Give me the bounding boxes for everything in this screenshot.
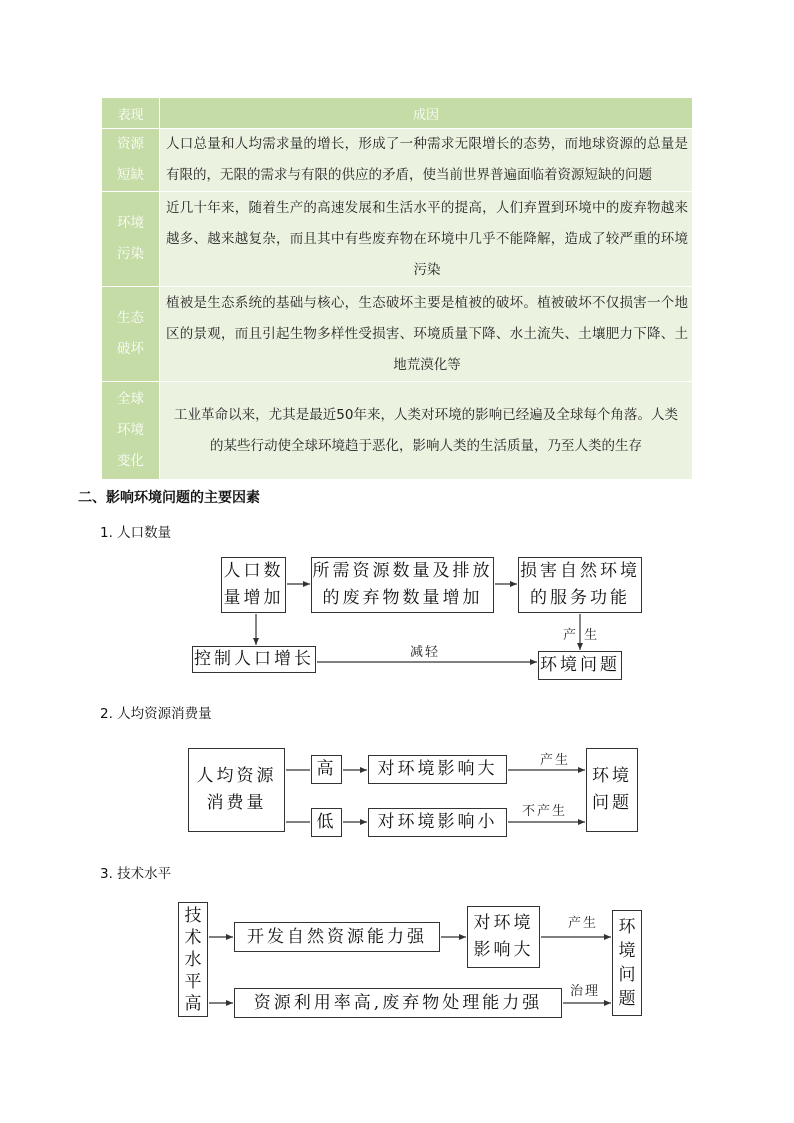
label-produce: 产 生 — [563, 628, 600, 643]
row-label-line: 环境 — [117, 422, 144, 438]
box-text: 水 — [184, 949, 202, 970]
header-manifestation: 表现 — [102, 98, 160, 129]
box-text: 影响大 — [473, 940, 534, 960]
box-text: 低 — [316, 812, 337, 832]
row-label-line: 全球 — [117, 391, 144, 407]
box-text: 的服务功能 — [530, 588, 630, 608]
box-text: 人均资源 — [196, 766, 277, 786]
box-text: 量增加 — [223, 588, 284, 608]
row-label-line: 环境 — [117, 215, 144, 231]
row-cause-text: 植被是生态系统的基础与核心，生态破坏主要是植被的破坏。植被破坏不仅损害一个地区的景观，而且引起生物多样性受损害、环境质量下降、水土流失、土壤肥力下降、土地荒漠化等 — [160, 287, 693, 382]
box-text: 高 — [184, 993, 202, 1014]
box-text: 环境 — [592, 766, 632, 786]
box-text: 控制人口增长 — [194, 649, 314, 669]
row-label-line: 破坏 — [117, 341, 144, 357]
box-text: 开发自然资源能力强 — [247, 926, 427, 947]
diagram1-title: 1. 人口数量 — [100, 525, 172, 541]
label-produce: 产生 — [540, 753, 571, 768]
row-label-line: 污染 — [117, 246, 144, 262]
box-text: 环境问题 — [540, 655, 620, 675]
row-cause-text: 工业革命以来，尤其是最近50年来，人类对环境的影响已经遍及全球每个角落。人类的某些行动使全球环境趋于恶化，影响人类的生活质量，乃至人类的生存 — [160, 382, 693, 480]
box-text: 环 — [618, 917, 636, 937]
box-text: 对环境影响小 — [377, 812, 498, 832]
box-text: 平 — [184, 971, 202, 992]
row-label-line: 变化 — [117, 453, 144, 469]
label-reduce: 减轻 — [410, 645, 441, 660]
box-text: 术 — [184, 927, 202, 948]
box-text: 问 — [618, 965, 636, 985]
label-govern: 治理 — [570, 984, 601, 999]
box-text: 技 — [184, 905, 202, 926]
diagram2-title: 2. 人均资源消费量 — [100, 706, 212, 722]
header-cause: 成因 — [160, 98, 693, 129]
box-text: 资源利用率高,废弃物处理能力强 — [253, 992, 543, 1013]
diagram3-title: 3. 技术水平 — [100, 866, 172, 882]
section-title: 二、影响环境问题的主要因素 — [78, 490, 260, 506]
box-text: 的废弃物数量增加 — [322, 588, 483, 608]
label-produce: 产生 — [568, 916, 599, 931]
row-label-line: 短缺 — [117, 167, 144, 183]
box-text: 对环境 — [473, 913, 534, 933]
box-text: 题 — [618, 989, 636, 1009]
box-text: 对环境影响大 — [377, 759, 498, 779]
label-not-produce: 不产生 — [522, 804, 568, 819]
row-cause-text: 人口总量和人均需求量的增长，形成了一种需求无限增长的态势，而地球资源的总量是有限的，无限的需求与有限的供应的矛盾，使当前世界普遍面临着资源短缺的问题 — [160, 129, 693, 192]
box-text: 问题 — [592, 793, 632, 813]
row-label-line: 资源 — [117, 136, 144, 152]
box-text: 所需资源数量及排放 — [312, 561, 493, 581]
box-text: 人口数 — [223, 561, 284, 581]
box-text: 境 — [618, 941, 636, 961]
box-text: 消费量 — [206, 793, 267, 813]
box-text: 损害自然环境 — [520, 561, 640, 581]
row-label-line: 生态 — [117, 310, 144, 326]
box-text: 高 — [316, 759, 337, 779]
row-cause-text: 近几十年来，随着生产的高速发展和生活水平的提高，人们弃置到环境中的废弃物越来越多、越来越复杂，而且其中有些废弃物在环境中几乎不能降解，造成了较严重的环境污染 — [160, 192, 693, 287]
